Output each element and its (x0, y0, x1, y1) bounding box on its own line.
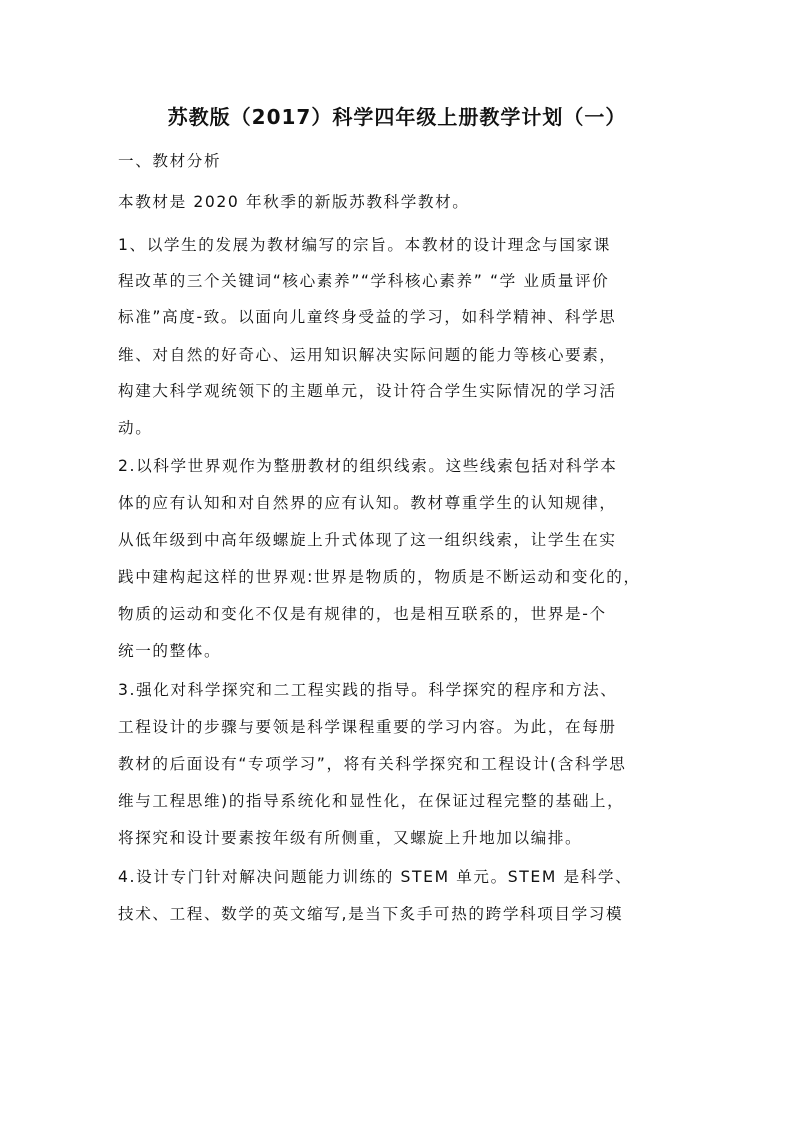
paragraph-2-line: 从低年级到中高年级螺旋上升式体现了这一组织线索，让学生在实 (118, 531, 617, 549)
paragraph-1-line: 1、以学生的发展为教材编写的宗旨。本教材的设计理念与国家课 (118, 236, 611, 254)
paragraph-2-line: 物质的运动和变化不仅是有规律的，也是相互联系的，世界是-个 (118, 605, 607, 623)
paragraph-4-line: 技术、工程、数学的英文缩写,是当下炙手可热的跨学科项目学习模 (118, 905, 624, 923)
paragraph-2-line: 2.以科学世界观作为整册教材的组织线索。这些线索包括对科学本 (118, 457, 618, 475)
section-heading: 一、教材分析 (118, 152, 222, 170)
document-title: 苏教版（2017）科学四年级上册教学计划（一） (167, 105, 627, 129)
paragraph-1-line: 程改革的三个关键词“核心素养”“学科核心素养” “学 业质量评价 (118, 272, 610, 290)
paragraph-2-line: 统一的整体。 (118, 642, 222, 660)
paragraph-3-line: 将探究和设计要素按年级有所侧重，又螺旋上升地加以编排。 (118, 829, 583, 847)
paragraph-3-line: 3.强化对科学探究和二工程实践的指导。科学探究的程序和方法、 (118, 681, 618, 699)
paragraph-1-line: 构建大科学观统领下的主题单元，设计符合学生实际情况的学习活 (118, 382, 617, 400)
paragraph-3-line: 教材的后面设有“专项学习”，将有关科学探究和工程设计(含科学思 (118, 755, 627, 773)
paragraph-1-line: 维、对自然的好奇心、运用知识解决实际问题的能力等核心要素， (118, 346, 617, 364)
paragraph-4-line: 4.设计专门针对解决问题能力训练的 STEM 单元。STEM 是科学、 (118, 868, 633, 886)
paragraph-2-line: 践中建构起这样的世界观:世界是物质的，物质是不断运动和变化的， (118, 568, 641, 586)
paragraph-3-line: 维与工程思维)的指导系统化和显性化，在保证过程完整的基础上， (118, 792, 625, 810)
paragraph-3-line: 工程设计的步骤与要领是科学课程重要的学习内容。为此，在每册 (118, 718, 617, 736)
paragraph-2-line: 体的应有认知和对自然界的应有认知。教材尊重学生的认知规律， (118, 494, 617, 512)
intro-line: 本教材是 2020 年秋季的新版苏教科学教材。 (118, 193, 470, 211)
paragraph-1-line: 标准”高度-致。以面向儿童终身受益的学习，如科学精神、科学思 (118, 308, 617, 326)
paragraph-1-line: 动。 (118, 419, 153, 437)
